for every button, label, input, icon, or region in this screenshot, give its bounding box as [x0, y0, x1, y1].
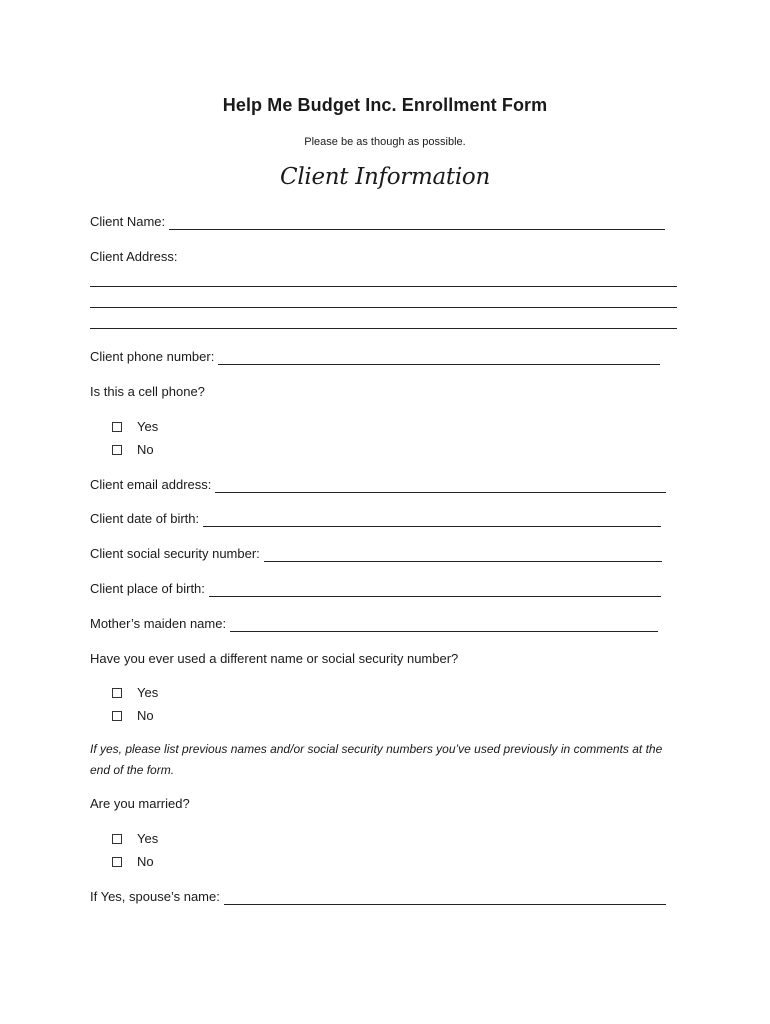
client-ssn-field[interactable]	[264, 548, 662, 562]
client-address-line-1[interactable]	[90, 286, 677, 287]
spouse-name-label: If Yes, spouse’s name:	[90, 889, 220, 904]
cell-phone-yes-checkbox[interactable]	[112, 422, 122, 432]
client-phone-row	[90, 349, 660, 365]
client-pob-label: Client place of birth:	[90, 581, 205, 596]
mothers-maiden-field[interactable]	[230, 618, 658, 632]
different-name-note: If yes, please list previous names and/or social security numbers you’ve used previously in comments at the end of the form.	[90, 742, 663, 777]
client-pob-row	[90, 581, 661, 597]
client-address-label: Client Address:	[90, 249, 178, 264]
client-ssn-label: Client social security number:	[90, 546, 260, 561]
client-email-row	[90, 477, 666, 493]
client-name-label: Client Name:	[90, 214, 166, 229]
married-no-checkbox[interactable]	[112, 857, 122, 867]
different-name-option-no	[112, 708, 154, 724]
cell-phone-option-no	[112, 442, 154, 458]
section-heading-client-information: Client Information	[280, 164, 490, 190]
client-address-line-2[interactable]	[90, 307, 677, 308]
cell-phone-option-yes	[112, 419, 158, 435]
spouse-name-row	[90, 889, 666, 905]
different-name-no-checkbox[interactable]	[112, 711, 122, 721]
different-name-question: Have you ever used a different name or social security number?	[90, 651, 459, 666]
client-address-line-3[interactable]	[90, 328, 677, 329]
cell-phone-question: Is this a cell phone?	[90, 384, 205, 399]
married-option-no	[112, 854, 154, 870]
client-dob-label: Client date of birth:	[90, 511, 200, 526]
client-email-field[interactable]	[215, 479, 666, 493]
different-name-yes-checkbox[interactable]	[112, 688, 122, 698]
client-phone-field[interactable]	[218, 351, 660, 365]
client-ssn-row	[90, 546, 662, 562]
mothers-maiden-row	[90, 616, 658, 632]
married-question: Are you married?	[90, 796, 190, 811]
client-dob-row	[90, 511, 661, 527]
client-address-row	[90, 249, 181, 265]
married-yes-checkbox[interactable]	[112, 834, 122, 844]
married-option-yes	[112, 831, 158, 847]
client-name-field[interactable]	[169, 216, 665, 230]
cell-phone-yes-label: Yes	[137, 419, 159, 434]
different-name-option-yes	[112, 685, 158, 701]
client-pob-field[interactable]	[209, 583, 661, 597]
cell-phone-no-label: No	[137, 442, 154, 457]
client-name-row	[90, 214, 665, 230]
form-subtitle: Please be as though as possible.	[304, 136, 466, 148]
married-no-label: No	[137, 854, 154, 869]
form-title: Help Me Budget Inc. Enrollment Form	[222, 95, 548, 115]
married-yes-label: Yes	[137, 831, 159, 846]
mothers-maiden-label: Mother’s maiden name:	[90, 616, 227, 631]
spouse-name-field[interactable]	[224, 891, 666, 905]
cell-phone-no-checkbox[interactable]	[112, 445, 122, 455]
client-phone-label: Client phone number:	[90, 349, 215, 364]
client-email-label: Client email address:	[90, 477, 212, 492]
client-dob-field[interactable]	[203, 513, 661, 527]
different-name-no-label: No	[137, 708, 154, 723]
different-name-yes-label: Yes	[137, 685, 159, 700]
